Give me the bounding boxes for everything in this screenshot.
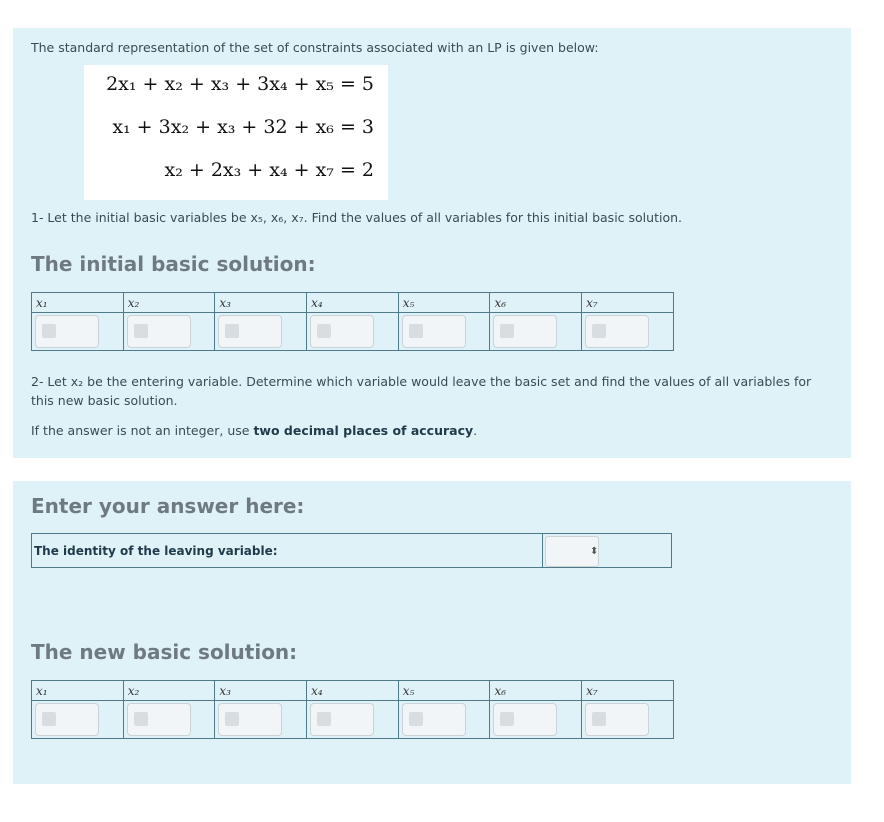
new-x2-input[interactable] [127, 703, 191, 736]
new-x7-input[interactable] [585, 703, 649, 736]
new-x4-input[interactable] [310, 703, 374, 736]
new-x6-input[interactable] [493, 703, 557, 736]
intro-text: The standard representation of the set of constraints associated with an LP is given below: [31, 40, 599, 55]
initial-x4-input[interactable] [310, 315, 374, 348]
initial-x3-input[interactable] [218, 315, 282, 348]
new-header-x6: x₆ [490, 681, 582, 701]
new-x5-input[interactable] [402, 703, 466, 736]
new-x1-input[interactable] [35, 703, 99, 736]
header-x6: x₆ [490, 293, 582, 313]
header-x3: x₃ [215, 293, 307, 313]
initial-solution-heading: The initial basic solution: [31, 252, 316, 276]
updown-arrow-icon: ⬍ [590, 546, 599, 557]
question-1: 1- Let the initial basic variables be x₅, x₆, x₇. Find the values of all variables for this initial basic solution. [31, 210, 682, 225]
new-header-x5: x₅ [398, 681, 490, 701]
initial-x5-input[interactable] [402, 315, 466, 348]
initial-x1-input[interactable] [35, 315, 99, 348]
leaving-variable-cell [542, 534, 672, 567]
question-2: 2- Let x₂ be the entering variable. Determine which variable would leave the basic set and find the values of all variables for this new basic solution. [31, 374, 812, 408]
problem-panel [13, 28, 851, 458]
initial-x7-input[interactable] [585, 315, 649, 348]
equation-2: x₁ + 3x₂ + x₃ + 32 + x₆ = 3 [112, 116, 374, 138]
initial-solution-table [31, 292, 674, 351]
leaving-variable-select[interactable] [545, 536, 599, 567]
leaving-variable-label: The identity of the leaving variable: [34, 544, 278, 558]
initial-x6-input[interactable] [493, 315, 557, 348]
header-x7: x₇ [582, 293, 674, 313]
answer-panel [13, 481, 851, 784]
new-header-x2: x₂ [123, 681, 215, 701]
initial-x2-input[interactable] [127, 315, 191, 348]
accuracy-note: If the answer is not an integer, use two decimal places of accuracy. [31, 423, 478, 438]
new-header-x1: x₁ [32, 681, 124, 701]
new-header-x3: x₃ [215, 681, 307, 701]
answer-heading: Enter your answer here: [31, 494, 305, 518]
new-x3-input[interactable] [218, 703, 282, 736]
new-solution-heading: The new basic solution: [31, 640, 298, 664]
new-header-x7: x₇ [582, 681, 674, 701]
header-x4: x₄ [307, 293, 399, 313]
header-x5: x₅ [398, 293, 490, 313]
leaving-variable-row [31, 533, 672, 568]
new-solution-table [31, 680, 674, 739]
accuracy-emphasis: two decimal places of accuracy [253, 423, 474, 438]
header-x1: x₁ [32, 293, 124, 313]
new-header-x4: x₄ [307, 681, 399, 701]
equations-box [84, 65, 388, 200]
equation-1: 2x₁ + x₂ + x₃ + 3x₄ + x₅ = 5 [106, 73, 374, 95]
equation-3: x₂ + 2x₃ + x₄ + x₇ = 2 [164, 159, 374, 181]
header-x2: x₂ [123, 293, 215, 313]
